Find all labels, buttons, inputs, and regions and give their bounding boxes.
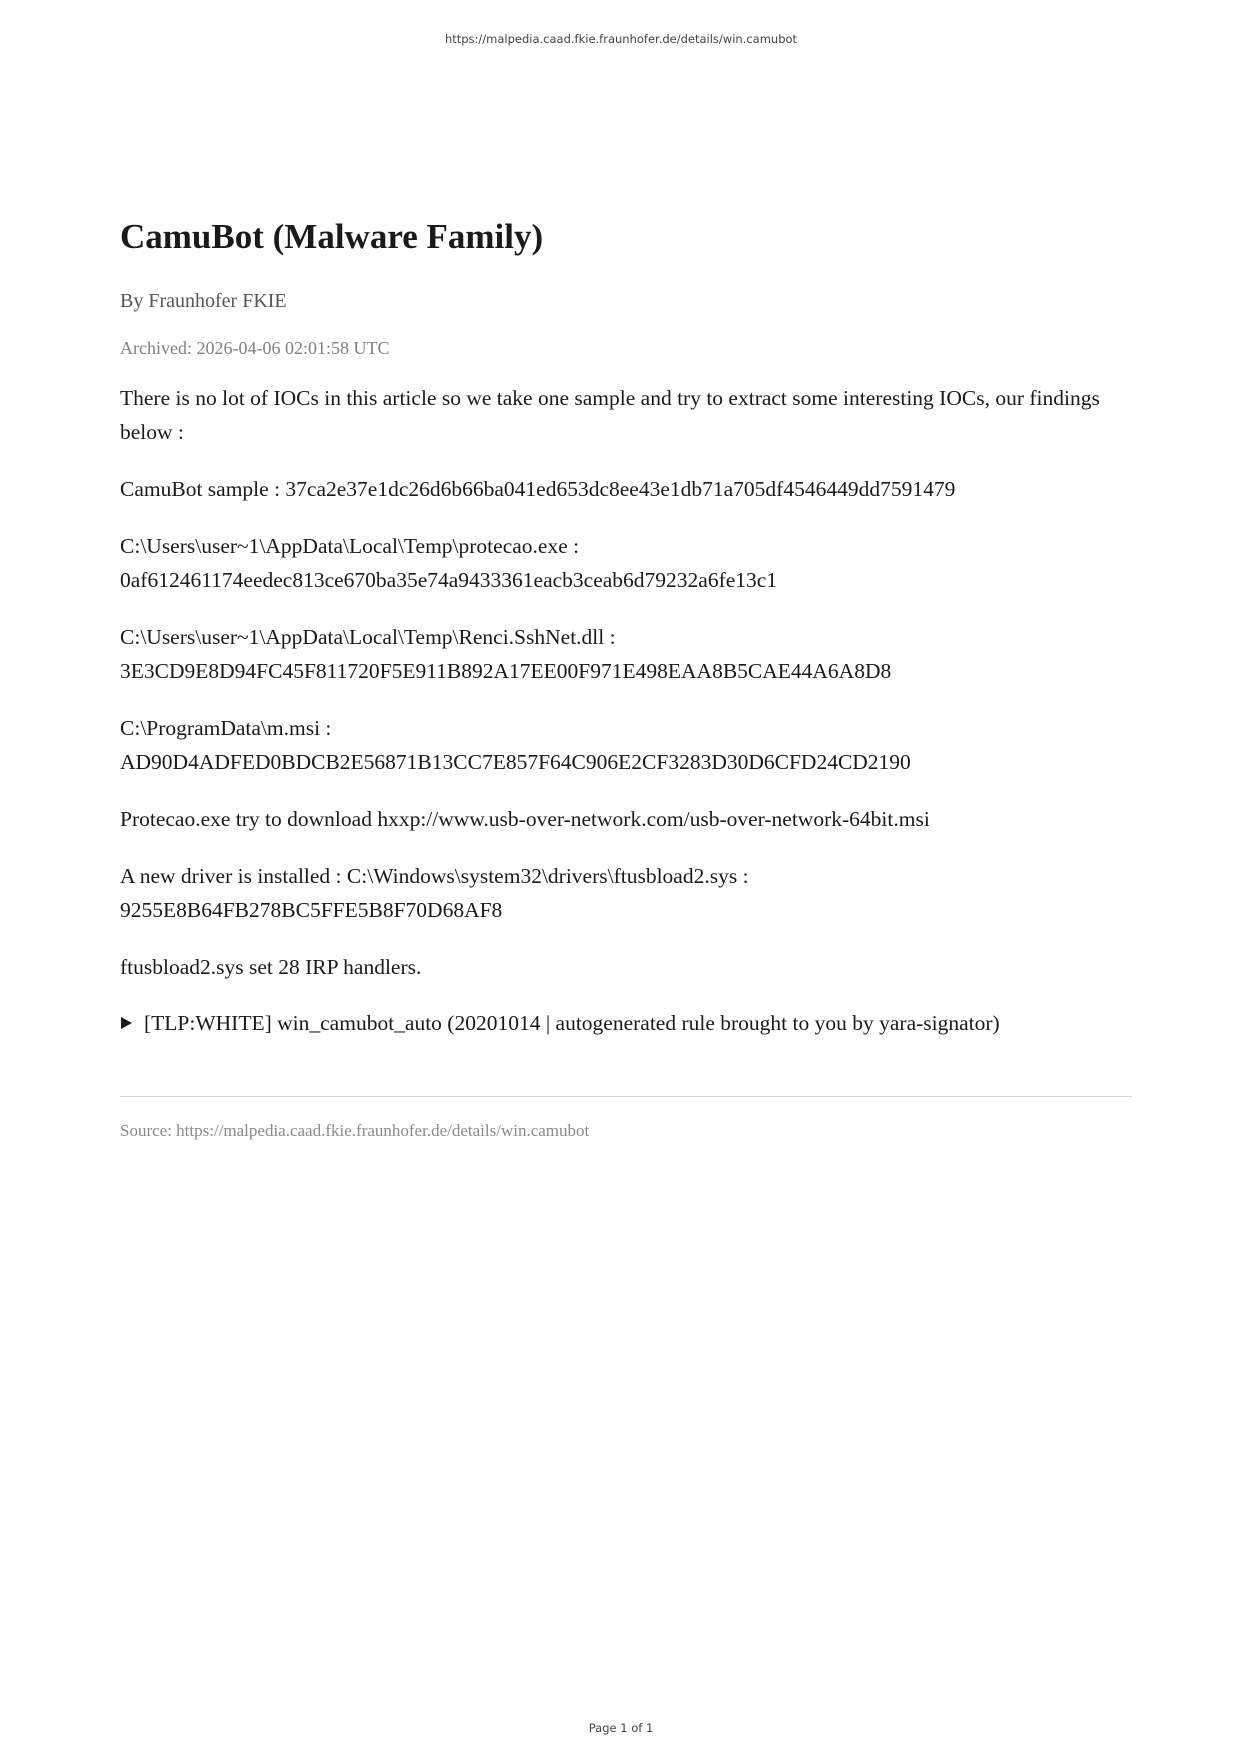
irp-paragraph: ftusbload2.sys set 28 IRP handlers. xyxy=(120,955,422,979)
ioc-path: C:\Users\user~1\AppData\Local\Temp\protecao.exe : xyxy=(120,534,580,558)
ioc-paragraph xyxy=(120,711,1132,779)
driver-hash: 9255E8B64FB278BC5FFE5B8F70D68AF8 xyxy=(120,898,503,922)
ioc-hash: AD90D4ADFED0BDCB2E56871B13CC7E857F64C906E2CF3283D30D6CFD24CD2190 xyxy=(120,750,911,774)
archived-timestamp: Archived: 2026-04-06 02:01:58 UTC xyxy=(120,338,390,358)
driver-paragraph xyxy=(120,859,1132,927)
ioc-path: C:\ProgramData\m.msi : xyxy=(120,716,332,740)
ioc-paragraph xyxy=(120,529,1132,597)
ioc-paragraph xyxy=(120,620,1132,688)
page-number: Page 1 of 1 xyxy=(588,1721,654,1735)
yara-rule-summary[interactable]: [TLP:WHITE] win_camubot_auto (20201014 | autogenerated rule brought to you by yara-signator) xyxy=(144,1011,1000,1035)
download-paragraph: Protecao.exe try to download hxxp://www.usb-over-network.com/usb-over-network-64bit.msi xyxy=(120,807,930,831)
article xyxy=(120,214,1132,1143)
sample-hash-paragraph: CamuBot sample : 37ca2e37e1dc26d6b66ba041ed653dc8ee43e1db71a705df4546449dd7591479 xyxy=(120,477,956,501)
source-line: Source: https://malpedia.caad.fkie.fraunhofer.de/details/win.camubot xyxy=(120,1121,590,1140)
ioc-hash: 0af612461174eedec813ce670ba35e74a9433361eacb3ceab6d79232a6fe13c1 xyxy=(120,568,778,592)
divider xyxy=(120,1096,1132,1097)
ioc-hash: 3E3CD9E8D94FC45F811720F5E911B892A17EE00F971E498EAA8B5CAE44A6A8D8 xyxy=(120,659,892,683)
intro-paragraph: There is no lot of IOCs in this article so we take one sample and try to extract some interesting IOCs, our findings below : xyxy=(120,386,1100,444)
disclosure-triangle-icon[interactable] xyxy=(121,1017,132,1029)
yara-rule-details-toggle[interactable] xyxy=(120,1006,1132,1040)
page-title: CamuBot (Malware Family) xyxy=(120,217,544,256)
print-header-url: https://malpedia.caad.fkie.fraunhofer.de/details/win.camubot xyxy=(444,32,798,46)
ioc-path: C:\Users\user~1\AppData\Local\Temp\Renci.SshNet.dll : xyxy=(120,625,616,649)
byline: By Fraunhofer FKIE xyxy=(120,290,287,312)
driver-path: A new driver is installed : C:\Windows\system32\drivers\ftusbload2.sys : xyxy=(120,864,749,888)
